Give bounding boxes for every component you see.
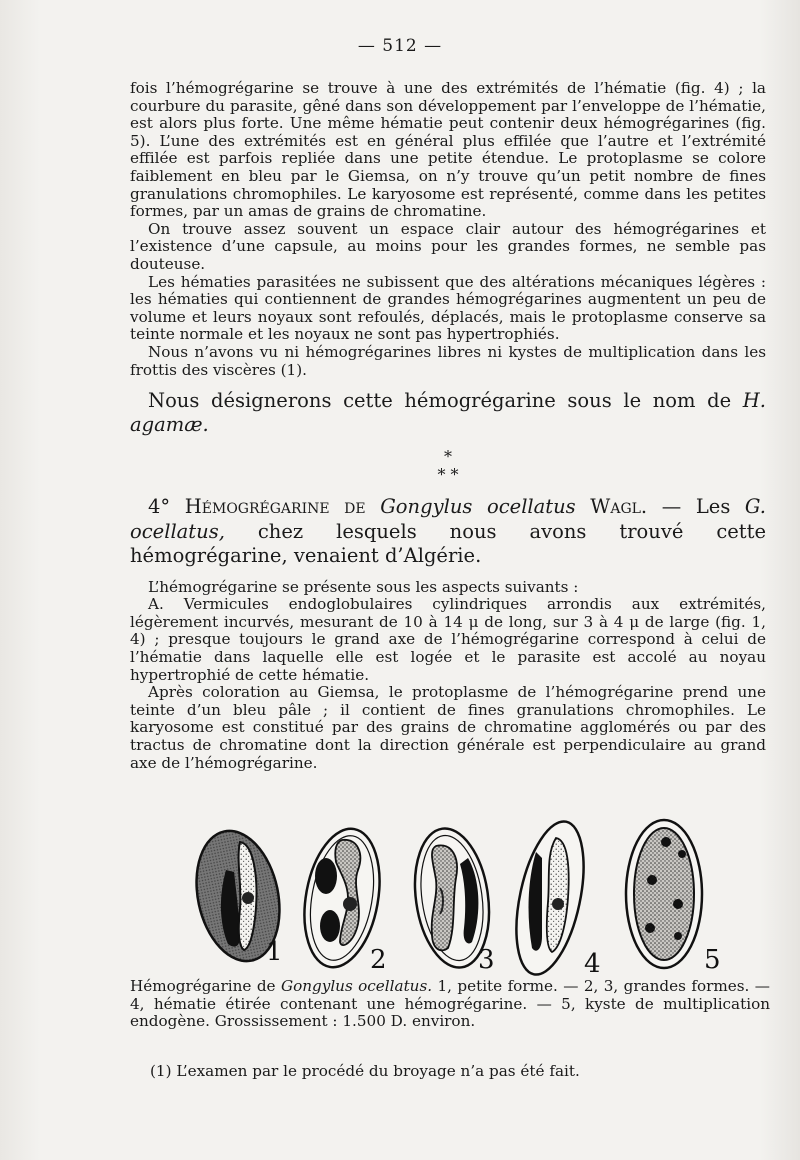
paragraph-8: Après coloration au Giemsa, le protoplasme de l’hémogrégarine prend une teinte d’un bleu pâle ; il contient de fines granulations chromophiles. Le karyosome est constitué par des grains de chromatine agglomérés ou par des tractus de chromatine dont la direction générale est perpendiculaire au grand axe de l’hémogrégarine. xyxy=(130,683,766,772)
figure-label-4: 4 xyxy=(584,949,601,978)
section-species: Gongylus ocellatus xyxy=(380,495,576,519)
section-species-short: G. ocellatus, xyxy=(130,495,767,543)
paragraph-7: A. Vermicules endoglobulaires cylindriques arrondis aux extrémités, légèrement incurvés, mesurant de 10 à 14 μ de long, sur 3 à 4 μ de large (fig. 1, 4) ; presque toujours le grand axe de l’hémogrégarine correspond à celui de l’hématie dans laquelle elle est logée et le parasite est accolé au noyau hypertrophié de cette hématie. xyxy=(130,595,766,684)
cell-2 xyxy=(294,823,389,975)
figure-caption xyxy=(130,978,770,1031)
section-title: Hémogrégarine de xyxy=(184,495,381,519)
figure-drawing xyxy=(190,818,780,978)
paragraph-6: L’hémogrégarine se présente sous les aspects suivants : xyxy=(148,577,579,596)
figure xyxy=(190,818,780,978)
paragraph-4: Nous n’avons vu ni hémogrégarines libres ni kystes de multiplication dans les frottis des viscères (1). xyxy=(130,342,766,379)
footnote: (1) L’examen par le procédé du broyage n’a pas été fait. xyxy=(150,1062,580,1080)
section-separator xyxy=(130,449,766,485)
cell-3 xyxy=(407,824,498,975)
star-top: * xyxy=(444,447,452,467)
paragraph-5 xyxy=(130,389,766,437)
page-number: — 512 — xyxy=(357,36,443,56)
cell-1 xyxy=(190,823,291,969)
section-author: Wagl. xyxy=(575,495,648,519)
body-text xyxy=(130,80,766,772)
paragraph-2: On trouve assez souvent un espace clair autour des hémogrégarines et l’existence d’une capsule, au moins pour les grandes formes, ne semble pas douteuse. xyxy=(130,219,766,273)
star-bottom: * * xyxy=(437,465,459,485)
cell-5 xyxy=(626,820,721,975)
figure-label-5: 5 xyxy=(704,945,721,975)
species-name: H. agamæ. xyxy=(130,389,766,437)
cell-4 xyxy=(504,818,600,978)
paragraph-5-text: Nous désignerons cette hémogrégarine sous le nom de xyxy=(148,389,743,413)
section-rest-2: chez lesquels nous avons trouvé cette hémogrégarine, venaient d’Algérie. xyxy=(130,519,766,568)
caption-prefix: Hémogrégarine de xyxy=(130,977,281,995)
figure-label-3: 3 xyxy=(478,945,495,975)
caption-species: Gongylus ocellatus. xyxy=(280,977,433,995)
figure-label-2: 2 xyxy=(370,945,387,975)
caption-text: 1, petite forme. — 2, 3, grandes formes. — 4, hématie étirée contenant une hémogrégarine. — 5, kyste de multiplication endogène. Grossissement : 1.500 D. environ. xyxy=(130,977,770,1030)
paragraph-3: Les hématies parasitées ne subissent que des altérations mécaniques légères : les hématies qui contiennent de grandes hémogrégarines augmentent un peu de volume et leurs noyaux sont refoulés, déplacés, mais le protoplasme conserve sa teinte normale et les noyaux ne sont pas hypertrophiés. xyxy=(130,272,766,344)
section-rest-1: — Les xyxy=(647,495,745,519)
section-heading xyxy=(130,495,766,569)
paragraph-1: fois l’hémogrégarine se trouve à une des extrémités de l’hématie (fig. 4) ; la courbure du parasite, gêné dans son développement par l’enveloppe de l’hématie, est alors plus forte. Une même hématie peut contenir deux hémogrégarines (fig. 5). L’une des extrémités est en général plus effilée que l’autre et l’extrémité effilée est parfois repliée dans une petite étendue. Le protoplasme se colore faiblement en bleu par le Giemsa, on n’y trouve qu’un petit nombre de fines granulations chromophiles. Le karyosome est représenté, comme dans les petites formes, par un amas de grains de chromatine. xyxy=(130,79,766,221)
section-number: 4° xyxy=(148,495,185,519)
figure-label-1: 1 xyxy=(266,937,283,967)
